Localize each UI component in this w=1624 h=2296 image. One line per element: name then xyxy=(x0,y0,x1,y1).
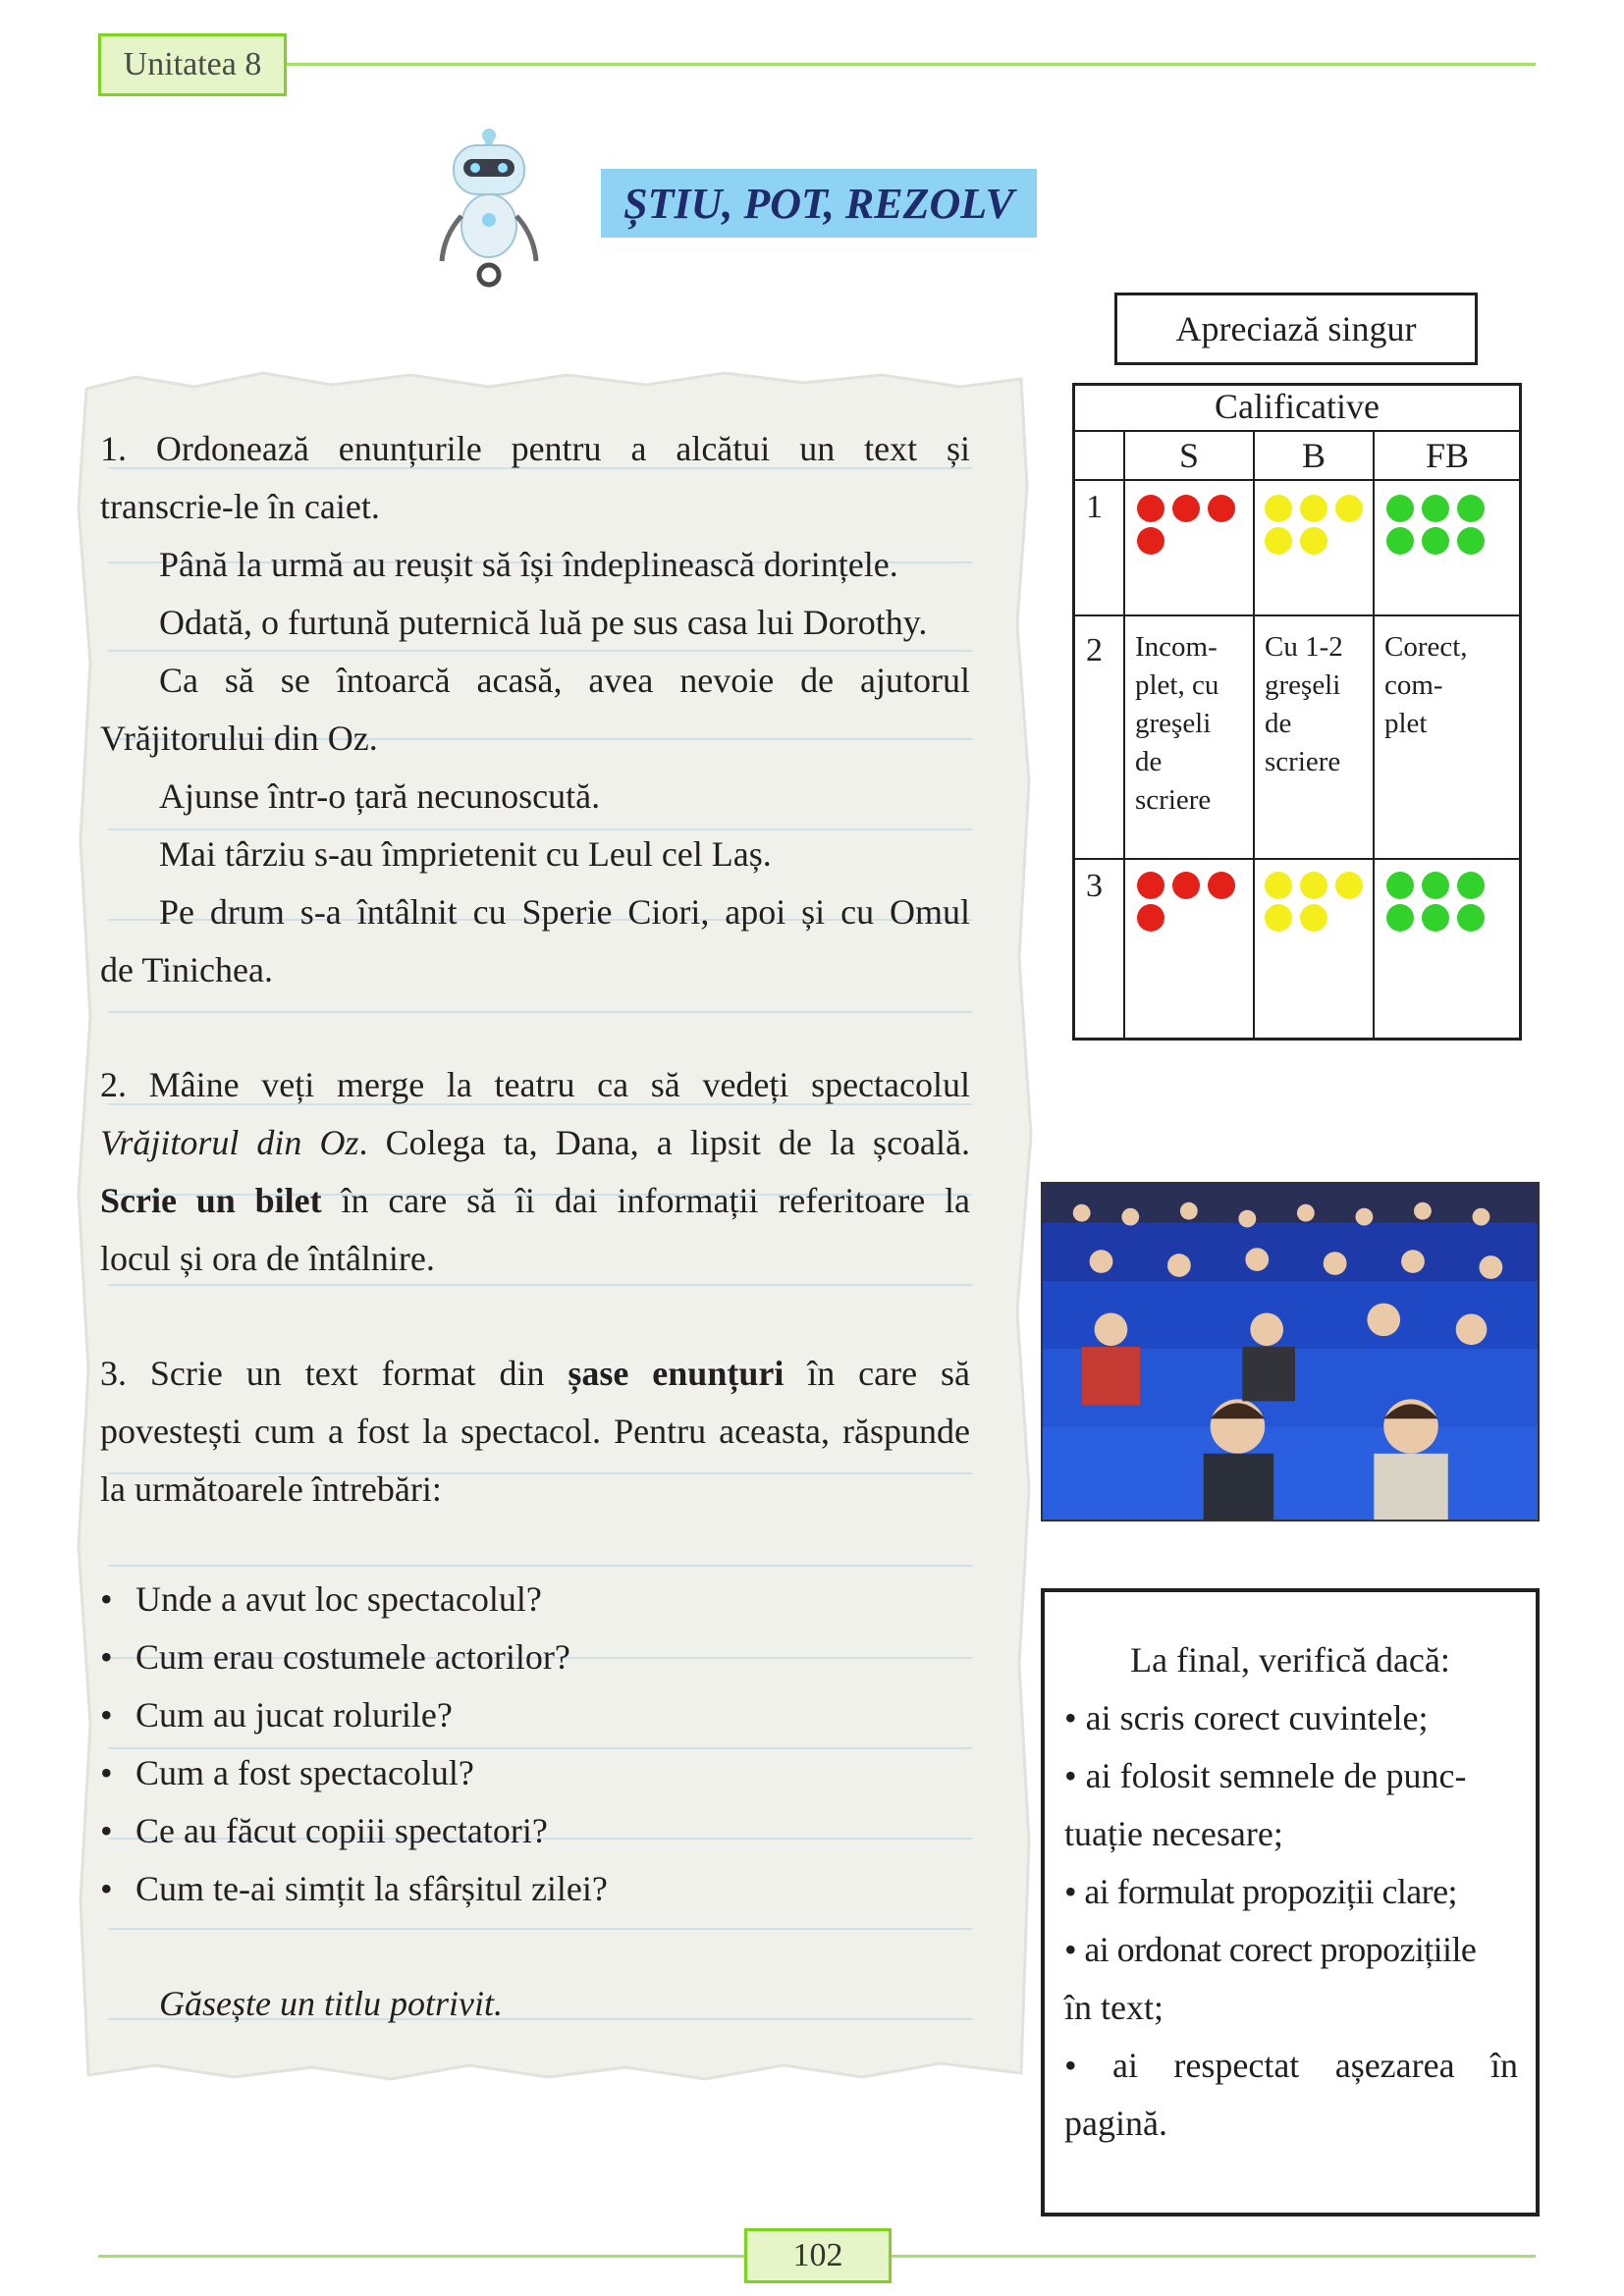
page-number: 102 xyxy=(744,2228,892,2283)
ex1-instruction-line: 1. Ordonează enunțurile pentru a alcătui un text și xyxy=(100,429,970,468)
final-checklist xyxy=(1041,1588,1540,2216)
green-dot xyxy=(1457,904,1485,932)
question-item: • Cum erau costumele actorilor? xyxy=(100,1637,570,1677)
criterion-fb: Corect, com- plet xyxy=(1384,631,1468,739)
red-dots xyxy=(1137,872,1245,936)
yellow-dot xyxy=(1300,904,1327,932)
ex3-line: povestești cum a fost la spectacol. Pentru aceasta, răspunde xyxy=(100,1412,970,1451)
ex3-bold: șase enunțuri xyxy=(568,1354,785,1393)
green-dot xyxy=(1457,527,1485,555)
question-text: Cum te-ai simțit la sfârșitul zilei? xyxy=(135,1869,608,1908)
checklist-line: • ai ordonat corect propozițiile xyxy=(1064,1930,1477,1969)
ex2-line: 2. Mâine veți merge la teatru ca să vedeți spectacolul xyxy=(100,1065,970,1104)
column-b: B xyxy=(1301,436,1326,475)
ex1-sentence: Pe drum s-a întâlnit cu Sperie Ciori, apoi și cu Omul xyxy=(159,892,970,932)
ex1-sentence: Până la urmă au reușit să își îndeplinească dorințele. xyxy=(159,545,898,584)
footer-line-left xyxy=(98,2255,744,2258)
question-item: • Cum a fost spectacolul? xyxy=(100,1753,474,1792)
exercise-2 xyxy=(100,1056,970,1288)
green-dot xyxy=(1457,495,1485,522)
row-number: 2 xyxy=(1086,632,1103,668)
checklist-items xyxy=(1064,1689,1518,2153)
yellow-dots xyxy=(1265,495,1373,560)
section-title: ȘTIU, POT, REZOLV xyxy=(601,169,1037,238)
red-dot xyxy=(1172,872,1200,899)
ruled-line xyxy=(108,1011,972,1013)
yellow-dot xyxy=(1335,495,1363,522)
checklist-line: • ai respectat așezarea în xyxy=(1064,2046,1518,2085)
green-dot xyxy=(1422,904,1449,932)
question-text: Ce au făcut copiii spectatori? xyxy=(135,1811,548,1850)
yellow-dot xyxy=(1265,495,1292,522)
ex3-line xyxy=(100,1345,970,1403)
criterion-b: Cu 1-2 greşeli de scriere xyxy=(1265,631,1343,777)
green-dots xyxy=(1386,495,1504,560)
ex1-sentence: Vrăjitorului din Oz. xyxy=(100,719,378,758)
footer-line-right xyxy=(892,2255,1536,2258)
yellow-dots xyxy=(1265,872,1373,936)
red-dot xyxy=(1208,495,1235,522)
green-dot xyxy=(1386,527,1414,555)
yellow-dot xyxy=(1265,904,1292,932)
question-list xyxy=(100,1571,970,1918)
ex2-line xyxy=(100,1114,970,1172)
ruled-line xyxy=(108,1928,972,1930)
green-dot xyxy=(1422,872,1449,899)
yellow-dot xyxy=(1265,527,1292,555)
green-dot xyxy=(1422,495,1449,522)
green-dot xyxy=(1386,904,1414,932)
red-dot xyxy=(1137,527,1164,555)
question-item: • Cum te-ai simțit la sfârșitul zilei? xyxy=(100,1869,608,1908)
checklist-title: La final, verifică dacă: xyxy=(1130,1640,1450,1680)
red-dots xyxy=(1137,495,1245,560)
robot-icon xyxy=(432,128,546,289)
question-text: Cum erau costumele actorilor? xyxy=(135,1637,570,1677)
assessment-table xyxy=(1072,383,1522,1041)
checklist-line: • ai formulat propoziții clare; xyxy=(1064,1872,1457,1911)
ruled-line xyxy=(108,1565,972,1567)
row-number: 1 xyxy=(1086,489,1103,525)
ex2-line xyxy=(100,1172,970,1230)
ex2-bold-task: Scrie un bilet xyxy=(100,1181,322,1220)
theater-audience-photo xyxy=(1041,1182,1540,1522)
column-s: S xyxy=(1178,436,1200,475)
ex3-line: la următoarele întrebări: xyxy=(100,1469,442,1509)
red-dot xyxy=(1137,872,1164,899)
yellow-dot xyxy=(1265,872,1292,899)
ex1-sentence: Ajunse într-o țară necunoscută. xyxy=(159,776,601,816)
red-dot xyxy=(1208,872,1235,899)
green-dot xyxy=(1422,527,1449,555)
exercise-3 xyxy=(100,1345,970,1519)
green-dot xyxy=(1386,872,1414,899)
yellow-dot xyxy=(1300,495,1327,522)
question-text: Cum a fost spectacolul? xyxy=(135,1753,474,1792)
question-item: • Unde a avut loc spectacolul? xyxy=(100,1579,542,1619)
yellow-dot xyxy=(1300,872,1327,899)
question-text: Unde a avut loc spectacolul? xyxy=(135,1579,542,1619)
question-item: • Ce au făcut copiii spectatori? xyxy=(100,1811,548,1850)
green-dot xyxy=(1386,495,1414,522)
checklist-line: în text; xyxy=(1064,1988,1164,2027)
find-title-prompt: Găsește un titlu potrivit. xyxy=(159,1984,503,2023)
ex1-instruction-line: transcrie-le în caiet. xyxy=(100,487,380,526)
green-dot xyxy=(1457,872,1485,899)
row-number: 3 xyxy=(1086,868,1103,904)
red-dot xyxy=(1137,495,1164,522)
ex2-line-rest: în care să îi dai informații referitoare la xyxy=(321,1181,970,1220)
ex2-line: locul și ora de întâlnire. xyxy=(100,1239,435,1278)
question-item: • Cum au jucat rolurile? xyxy=(100,1695,453,1735)
exercise-1 xyxy=(100,420,970,999)
checklist-line: • ai scris corect cuvintele; xyxy=(1064,1698,1429,1737)
ex3-line-b: în care să xyxy=(784,1354,970,1393)
unit-label: Unitatea 8 xyxy=(98,33,287,96)
ex2-line-rest: . Colega ta, Dana, a lipsit de la școală. xyxy=(358,1123,971,1162)
checklist-line: • ai folosit semnele de punc- xyxy=(1064,1756,1467,1795)
criterion-s: Incom- plet, cu greşeli de scriere xyxy=(1135,631,1219,816)
ex1-sentence: Mai târziu s-au împrietenit cu Leul cel Laș. xyxy=(159,834,772,874)
ex1-sentence: Odată, o furtună puternică luă pe sus casa lui Dorothy. xyxy=(159,603,928,642)
ex2-play-title: Vrăjitorul din Oz xyxy=(100,1123,359,1162)
question-text: Cum au jucat rolurile? xyxy=(135,1695,453,1735)
checklist-line: pagină. xyxy=(1064,2104,1167,2143)
header-divider xyxy=(287,63,1536,66)
table-header: Calificative xyxy=(1215,387,1380,426)
ex1-sentence: de Tinichea. xyxy=(100,950,273,989)
ex3-line-a: 3. Scrie un text format din xyxy=(100,1354,568,1393)
checklist-line: tuație necesare; xyxy=(1064,1814,1283,1853)
red-dot xyxy=(1172,495,1200,522)
green-dots xyxy=(1386,872,1504,936)
ex1-sentence: Ca să se întoarcă acasă, avea nevoie de ajutorul xyxy=(159,661,970,700)
yellow-dot xyxy=(1300,527,1327,555)
self-assessment-title: Apreciază singur xyxy=(1114,293,1478,365)
red-dot xyxy=(1137,904,1164,932)
yellow-dot xyxy=(1335,872,1363,899)
column-fb: FB xyxy=(1425,436,1470,475)
